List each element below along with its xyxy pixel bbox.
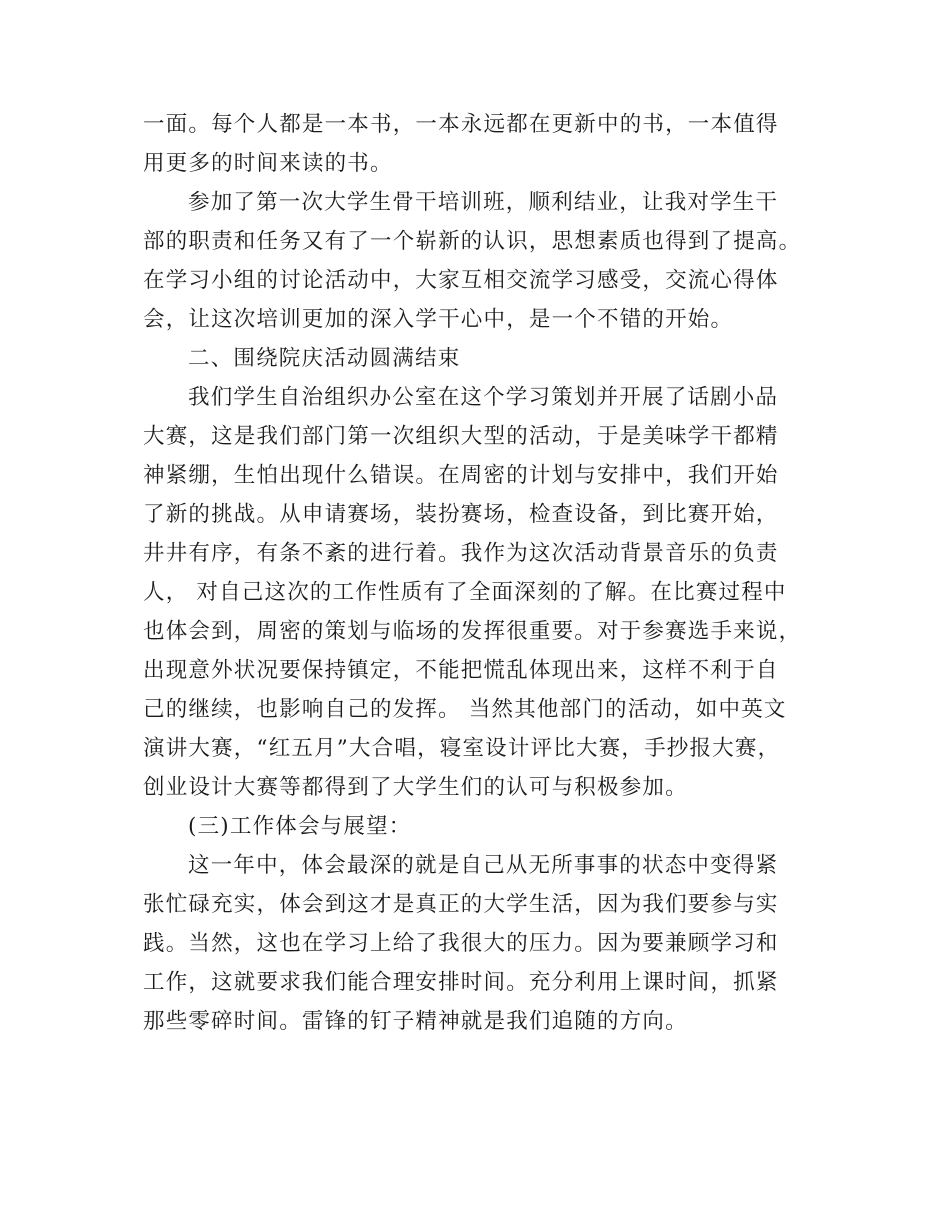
text-line: 部的职责和任务又有了一个崭新的认识，思想素质也得到了提高。: [143, 229, 802, 254]
text-line: 神紧绷，生怕出现什么错误。在周密的计划与安排中，我们开始: [143, 463, 779, 488]
paragraph-start-line: 参加了第一次大学生骨干培训班，顺利结业，让我对学生干: [188, 190, 779, 215]
text-line: 工作，这就要求我们能合理安排时间。充分利用上课时间，抓紧: [143, 970, 779, 995]
text-line: 张忙碌充实，体会到这才是真正的大学生活，因为我们要参与实: [143, 892, 779, 917]
text-line: 一面。每个人都是一本书，一本永远都在更新中的书，一本值得: [143, 112, 779, 137]
text-line: 人， 对自己这次的工作性质有了全面深刻的了解。在比赛过程中: [143, 580, 787, 605]
text-line: 己的继续，也影响自己的发挥。 当然其他部门的活动，如中英文: [143, 697, 787, 722]
text-line: 那些零碎时间。雷锋的钉子精神就是我们追随的方向。: [143, 1009, 688, 1034]
text-line: 在学习小组的讨论活动中，大家互相交流学习感受，交流心得体: [143, 268, 779, 293]
text-line: 演讲大赛，“红五月”大合唱，寝室设计评比大赛，手抄报大赛，: [143, 736, 781, 761]
text-line: 了新的挑战。从申请赛场，装扮赛场，检查设备，到比赛开始，: [143, 502, 779, 527]
text-line: 践。当然，这也在学习上给了我很大的压力。因为要兼顾学习和: [143, 931, 779, 956]
paragraph-start-line: 这一年中，体会最深的就是自己从无所事事的状态中变得紧: [188, 853, 779, 878]
text-line: 大赛，这是我们部门第一次组织大型的活动，于是美味学干都精: [143, 424, 779, 449]
text-line: 会，让这次培训更加的深入学干心中，是一个不错的开始。: [143, 307, 734, 332]
paragraph-start-line: (三)工作体会与展望：: [188, 814, 412, 839]
text-line: 井井有序，有条不紊的进行着。我作为这次活动背景音乐的负责: [143, 541, 779, 566]
text-line: 出现意外状况要保持镇定，不能把慌乱体现出来，这样不利于自: [143, 658, 779, 683]
text-line: 用更多的时间来读的书。: [143, 151, 393, 176]
document-body: [143, 105, 807, 1041]
paragraph-start-line: 我们学生自治组织办公室在这个学习策划并开展了话剧小品: [188, 385, 779, 410]
paragraph-start-line: 二、围绕院庆活动圆满结束: [188, 346, 461, 371]
text-line: 也体会到，周密的策划与临场的发挥很重要。对于参赛选手来说，: [143, 619, 802, 644]
text-line: 创业设计大赛等都得到了大学生们的认可与积极参加。: [143, 775, 688, 800]
